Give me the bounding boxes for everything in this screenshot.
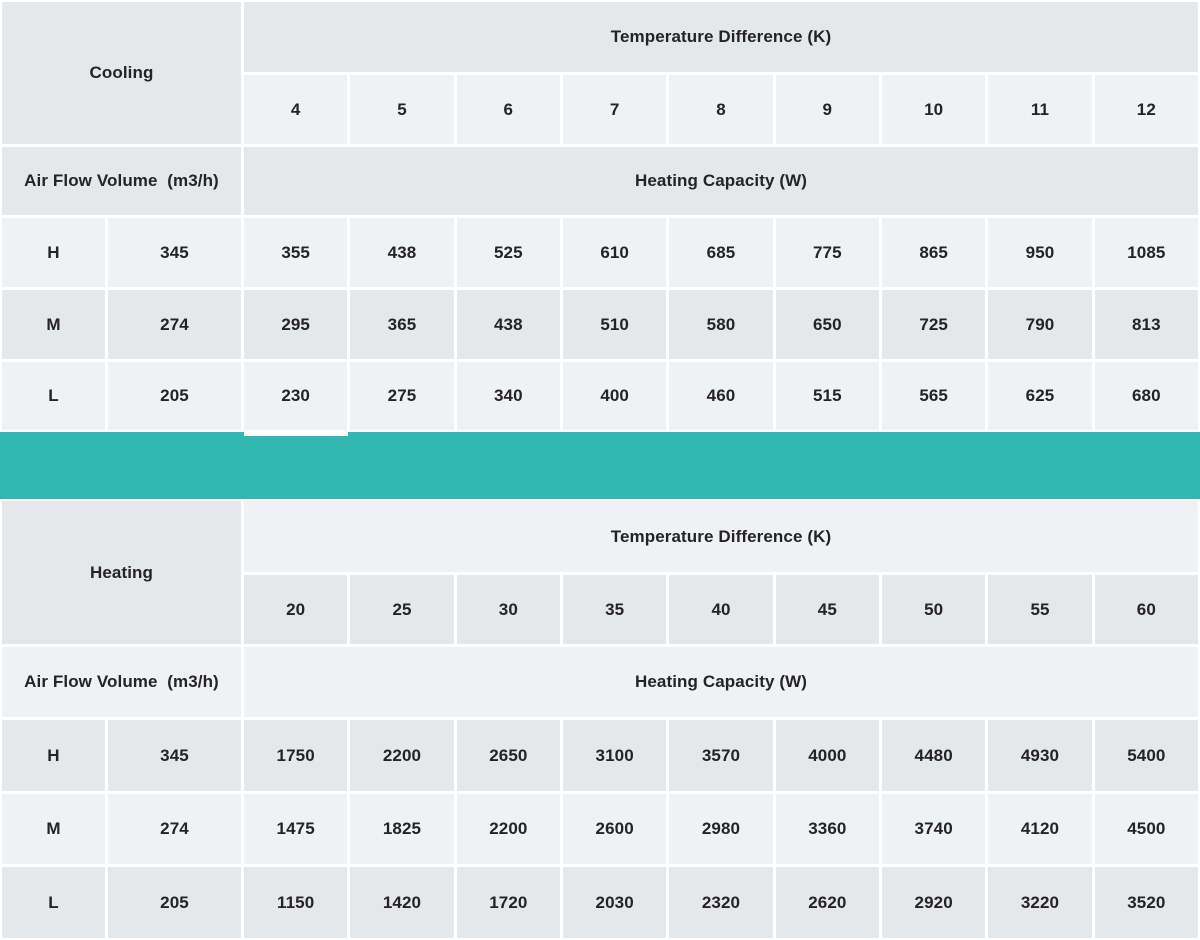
temperature-difference-header: Temperature Difference (K) [244,501,1198,572]
capacity-value: 1085 [1095,218,1198,287]
heating-table [0,499,1200,940]
capacity-value: 275 [350,362,453,430]
temp-diff-value: 5 [350,75,453,144]
capacity-value: 515 [776,362,879,430]
capacity-value: 3520 [1095,867,1198,938]
temp-diff-value: 30 [457,575,560,644]
capacity-value: 1720 [457,867,560,938]
capacity-value: 865 [882,218,985,287]
temp-diff-value: 35 [563,575,666,644]
capacity-value: 2030 [563,867,666,938]
temp-diff-value: 7 [563,75,666,144]
capacity-value: 3220 [988,867,1091,938]
fan-speed-label: H [2,720,105,791]
temp-diff-value: 40 [669,575,772,644]
capacity-value: 3740 [882,794,985,864]
capacity-value: 2620 [776,867,879,938]
heating-capacity-header: Heating Capacity (W) [244,647,1198,717]
fan-speed-label: L [2,362,105,430]
fan-speed-label: H [2,218,105,287]
air-flow-value: 345 [108,218,241,287]
capacity-value: 438 [350,218,453,287]
capacity-value: 230 [244,362,347,430]
temp-diff-value: 9 [776,75,879,144]
temp-diff-value: 6 [457,75,560,144]
capacity-value: 365 [350,290,453,359]
capacity-value: 2200 [457,794,560,864]
temp-diff-value: 4 [244,75,347,144]
capacity-value: 565 [882,362,985,430]
capacity-value: 1420 [350,867,453,938]
teal-divider-band [0,432,1200,499]
temp-diff-value: 8 [669,75,772,144]
temp-diff-value: 10 [882,75,985,144]
temp-diff-value: 20 [244,575,347,644]
temp-diff-value: 55 [988,575,1091,644]
capacity-value: 813 [1095,290,1198,359]
capacity-value: 438 [457,290,560,359]
capacity-value: 3100 [563,720,666,791]
capacity-value: 4480 [882,720,985,791]
capacity-value: 2320 [669,867,772,938]
capacity-value: 1150 [244,867,347,938]
heating-capacity-header: Heating Capacity (W) [244,147,1198,215]
capacity-value: 2650 [457,720,560,791]
temp-diff-value: 12 [1095,75,1198,144]
capacity-value: 1475 [244,794,347,864]
capacity-value: 340 [457,362,560,430]
capacity-value: 525 [457,218,560,287]
capacity-value: 2200 [350,720,453,791]
temp-diff-value: 60 [1095,575,1198,644]
capacity-value: 650 [776,290,879,359]
capacity-value: 510 [563,290,666,359]
air-flow-value: 345 [108,720,241,791]
air-flow-volume-label: Air Flow Volume (m3/h) [2,147,241,215]
temperature-difference-header: Temperature Difference (K) [244,2,1198,72]
air-flow-volume-label: Air Flow Volume (m3/h) [2,647,241,717]
air-flow-value: 274 [108,794,241,864]
capacity-value: 3360 [776,794,879,864]
capacity-value: 4120 [988,794,1091,864]
capacity-value: 3570 [669,720,772,791]
capacity-value: 4000 [776,720,879,791]
fan-speed-label: L [2,867,105,938]
capacity-value: 4930 [988,720,1091,791]
capacity-value: 1825 [350,794,453,864]
fan-speed-label: M [2,290,105,359]
temp-diff-value: 25 [350,575,453,644]
capacity-value: 2600 [563,794,666,864]
capacity-value: 790 [988,290,1091,359]
capacity-value: 610 [563,218,666,287]
capacity-value: 2920 [882,867,985,938]
capacity-value: 775 [776,218,879,287]
capacity-value: 4500 [1095,794,1198,864]
temp-diff-value: 11 [988,75,1091,144]
capacity-value: 680 [1095,362,1198,430]
capacity-value: 725 [882,290,985,359]
cooling-section-label: Cooling [2,2,241,144]
fan-speed-label: M [2,794,105,864]
capacity-value: 950 [988,218,1091,287]
capacity-value: 625 [988,362,1091,430]
air-flow-value: 205 [108,867,241,938]
capacity-value: 460 [669,362,772,430]
capacity-value: 295 [244,290,347,359]
capacity-value: 400 [563,362,666,430]
capacity-value: 685 [669,218,772,287]
air-flow-value: 274 [108,290,241,359]
air-flow-value: 205 [108,362,241,430]
cooling-table [0,0,1200,432]
capacity-value: 2980 [669,794,772,864]
cell-overflow-artifact [244,432,348,436]
heating-section-label: Heating [2,501,241,644]
capacity-value: 355 [244,218,347,287]
capacity-value: 5400 [1095,720,1198,791]
temp-diff-value: 50 [882,575,985,644]
capacity-value: 1750 [244,720,347,791]
temp-diff-value: 45 [776,575,879,644]
capacity-value: 580 [669,290,772,359]
